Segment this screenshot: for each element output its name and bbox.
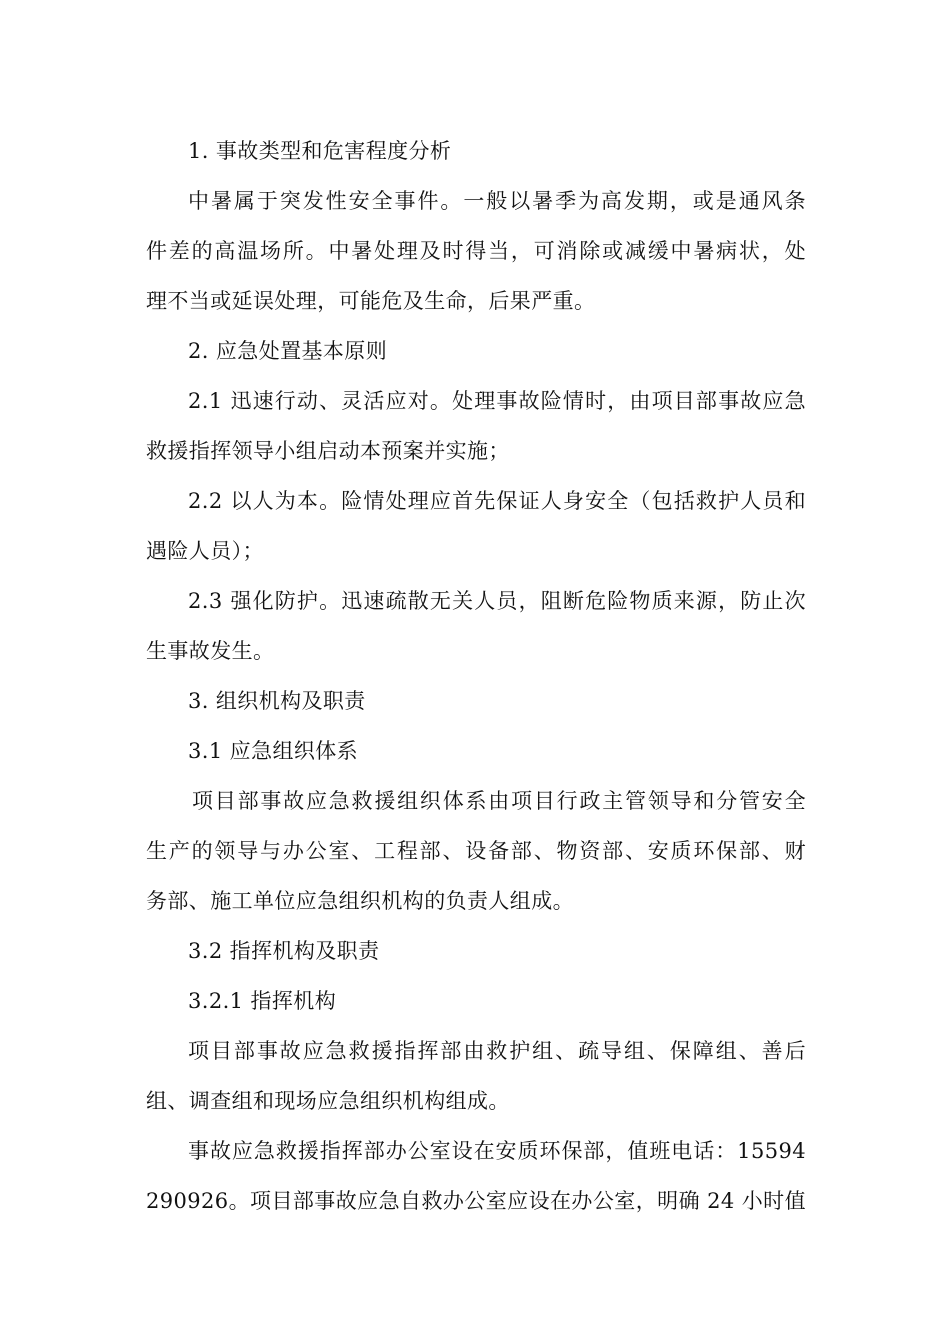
paragraph-line: 中暑属于突发性安全事件。一般以暑季为高发期，或是通风条	[188, 189, 806, 213]
paragraph-line: 理不当或延误处理，可能危及生命，后果严重。	[146, 289, 596, 313]
paragraph-line: 件差的高温场所。中暑处理及时得当，可消除或减缓中暑病状，处	[146, 239, 806, 263]
heading-command: 3.2 指挥机构及职责	[188, 939, 380, 963]
paragraph-line: 救援指挥领导小组启动本预案并实施；	[146, 439, 510, 463]
paragraph-line: 生产的领导与办公室、工程部、设备部、物资部、安质环保部、财	[146, 839, 806, 863]
paragraph-line: 务部、施工单位应急组织机构的负责人组成。	[146, 889, 574, 913]
paragraph-line: 事故应急救援指挥部办公室设在安质环保部，值班电话：15594	[188, 1139, 806, 1163]
heading-command-structure: 3.2.1 指挥机构	[188, 989, 337, 1013]
paragraph-line: 项目部事故应急救援指挥部由救护组、疏导组、保障组、善后	[188, 1039, 806, 1063]
heading-accident-types: 1. 事故类型和危害程度分析	[188, 139, 452, 163]
heading-emergency-system: 3.1 应急组织体系	[188, 739, 359, 763]
heading-principles: 2. 应急处置基本原则	[188, 339, 388, 363]
paragraph-line: 2.2 以人为本。险情处理应首先保证人身安全（包括救护人员和	[188, 489, 806, 513]
heading-organization: 3. 组织机构及职责	[188, 689, 366, 713]
paragraph-line: 2.1 迅速行动、灵活应对。处理事故险情时，由项目部事故应急	[188, 389, 806, 413]
paragraph-line: 项目部事故应急救援组织体系由项目行政主管领导和分管安全	[192, 789, 806, 813]
paragraph-line: 290926。项目部事故应急自救办公室应设在办公室，明确 24 小时值	[146, 1189, 806, 1213]
paragraph-line: 组、调查组和现场应急组织机构组成。	[146, 1089, 510, 1113]
paragraph-line: 2.3 强化防护。迅速疏散无关人员，阻断危险物质来源，防止次	[188, 589, 806, 613]
paragraph-line: 生事故发生。	[146, 639, 275, 663]
paragraph-line: 遇险人员）；	[146, 539, 264, 563]
